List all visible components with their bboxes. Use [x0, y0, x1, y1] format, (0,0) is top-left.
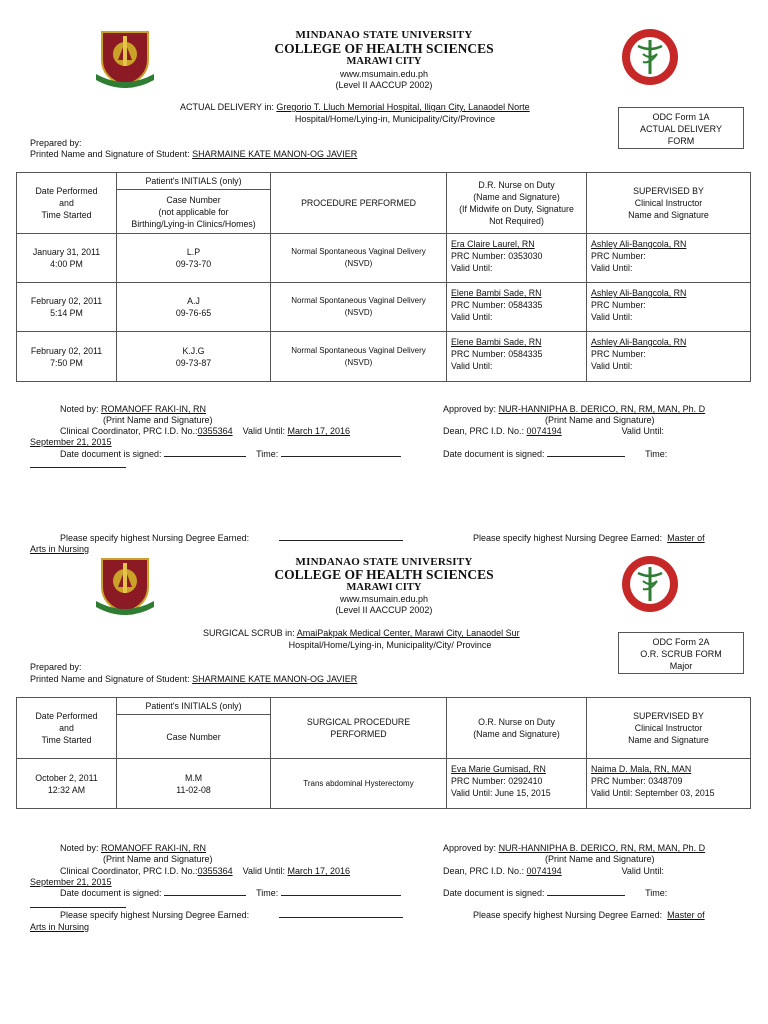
dean-line: Dean, PRC I.D. No.: 0074194 Valid Until: [443, 426, 664, 436]
city-name: MARAWI CITY [346, 56, 422, 67]
dean-date-signed: Date document is signed: Time: [443, 449, 668, 459]
header-nurse: D.R. Nurse on Duty (Name and Signature) (If Midwife on Duty, Signature Not Required) [447, 173, 587, 234]
dean-degree: Please specify highest Nursing Degree Earned: Master of [473, 533, 705, 543]
website: www.msumain.edu.ph [339, 69, 429, 79]
student-line: Printed Name and Signature of Student: SHARMAINE KATE MANON-OG JAVIER [30, 149, 358, 159]
delivery-table [16, 172, 751, 382]
location-line: ACTUAL DELIVERY in: Gregorio T. Lluch Memorial Hospital, Iligan City, Lanaodel Norte [180, 102, 530, 112]
prepared-by-label: Prepared by: [30, 662, 82, 672]
city-name: MARAWI CITY [346, 582, 422, 593]
signature-line [30, 907, 126, 908]
header-initials: Patient's INITIALS (only) [117, 173, 271, 190]
college-seal [620, 553, 680, 615]
coordinator-degree: Please specify highest Nursing Degree Earned: [60, 910, 403, 920]
signature-line [30, 467, 126, 468]
dean-date-signed: Date document is signed: Time: [443, 888, 668, 898]
header-case: Case Number (not applicable for Birthing/Lying-in Clinics/Homes) [117, 190, 271, 234]
scrub-table [16, 697, 751, 809]
dean-degree: Please specify highest Nursing Degree Earned: Master of [473, 910, 705, 920]
coordinator-line: Clinical Coordinator, PRC I.D. No.:0355364 Valid Until: March 17, 2016 [60, 866, 351, 876]
university-logo [94, 26, 156, 90]
header-procedure: SURGICAL PROCEDURE PERFORMED [271, 698, 447, 759]
header-supervisor: SUPERVISED BY Clinical Instructor Name and Signature [587, 698, 751, 759]
accreditation-level: (Level II AACCUP 2002) [335, 80, 433, 90]
approved-by: Approved by: NUR-HANNIPHA B. DERICO, RN, RM, MAN, Ph. D [443, 843, 706, 853]
location-hint: Hospital/Home/Lying-in, Municipality/City/ Province [288, 640, 492, 650]
coordinator-valid-wrap: September 21, 2015 [30, 437, 112, 447]
header-supervisor: SUPERVISED BY Clinical Instructor Name and Signature [587, 173, 751, 234]
noted-print-hint: (Print Name and Signature) [103, 854, 213, 864]
coordinator-degree: Please specify highest Nursing Degree Earned: [60, 533, 403, 543]
coordinator-date-signed: Date document is signed: Time: [60, 888, 401, 898]
college-name: COLLEGE OF HEALTH SCIENCES [274, 41, 494, 56]
header-date: Date Performed and Time Started [17, 173, 117, 234]
approved-print-hint: (Print Name and Signature) [545, 415, 655, 425]
noted-by: Noted by: ROMANOFF RAKI-IN, RN [60, 843, 207, 853]
form-id-box: ODC Form 2A O.R. SCRUB FORM Major [618, 632, 744, 674]
noted-print-hint: (Print Name and Signature) [103, 415, 213, 425]
prepared-by-label: Prepared by: [30, 138, 82, 148]
form-id-box: ODC Form 1A ACTUAL DELIVERY FORM [618, 107, 744, 149]
header-procedure: PROCEDURE PERFORMED [271, 173, 447, 234]
coordinator-date-signed: Date document is signed: Time: [60, 449, 401, 459]
college-name: COLLEGE OF HEALTH SCIENCES [274, 567, 494, 582]
college-seal [620, 26, 680, 88]
website: www.msumain.edu.ph [339, 594, 429, 604]
location-line: SURGICAL SCRUB in: AmaiPakpak Medical Center, Marawi City, Lanaodel Sur [203, 628, 520, 638]
university-logo [94, 553, 156, 617]
coordinator-line: Clinical Coordinator, PRC I.D. No.:0355364 Valid Until: March 17, 2016 [60, 426, 351, 436]
university-name: MINDANAO STATE UNIVERSITY [295, 29, 473, 41]
header-initials: Patient's INITIALS (only) [117, 698, 271, 715]
table-row: February 02, 2011 7:50 PM K.J.G 09-73-87 Normal Spontaneous Vaginal Delivery (NSVD) Elene Bambi Sade, RN PRC Number: 0584335 Valid Until: Ashley Ali-Bangcola, RN PRC Number: Valid Until: [17, 332, 751, 382]
table-row: February 02, 2011 5:14 PM A.J 09-76-65 Normal Spontaneous Vaginal Delivery (NSVD) Elene Bambi Sade, RN PRC Number: 0584335 Valid Until: Ashley Ali-Bangcola, RN PRC Number: Valid Until: [17, 283, 751, 332]
coordinator-valid-wrap: September 21, 2015 [30, 877, 112, 887]
dean-degree-wrap: Arts in Nursing [30, 544, 90, 554]
header-case: Case Number [117, 715, 271, 759]
table-row: October 2, 2011 12:32 AM M.M 11-02-08 Trans abdominal Hysterectomy Eva Marie Gumisad, RN PRC Number: 0292410 Valid Until: June 15, 2015 Naima D. Mala, RN, MAN PRC Number: 0348709 Valid Until: September 03, 2015 [17, 759, 751, 809]
approved-by: Approved by: NUR-HANNIPHA B. DERICO, RN, RM, MAN, Ph. D [443, 404, 706, 414]
header-nurse: O.R. Nurse on Duty (Name and Signature) [447, 698, 587, 759]
table-row: January 31, 2011 4:00 PM L.P 09-73-70 Normal Spontaneous Vaginal Delivery (NSVD) Era Claire Laurel, RN PRC Number: 0353030 Valid Until: Ashley Ali-Bangcola, RN PRC Number: Valid Until: [17, 234, 751, 283]
accreditation-level: (Level II AACCUP 2002) [335, 605, 433, 615]
dean-degree-wrap: Arts in Nursing [30, 922, 90, 932]
university-name: MINDANAO STATE UNIVERSITY [295, 556, 473, 568]
approved-print-hint: (Print Name and Signature) [545, 854, 655, 864]
student-line: Printed Name and Signature of Student: SHARMAINE KATE MANON-OG JAVIER [30, 674, 358, 684]
noted-by: Noted by: ROMANOFF RAKI-IN, RN [60, 404, 207, 414]
location-hint: Hospital/Home/Lying-in, Municipality/City/Province [294, 114, 496, 124]
header-date: Date Performed and Time Started [17, 698, 117, 759]
dean-line: Dean, PRC I.D. No.: 0074194 Valid Until: [443, 866, 664, 876]
